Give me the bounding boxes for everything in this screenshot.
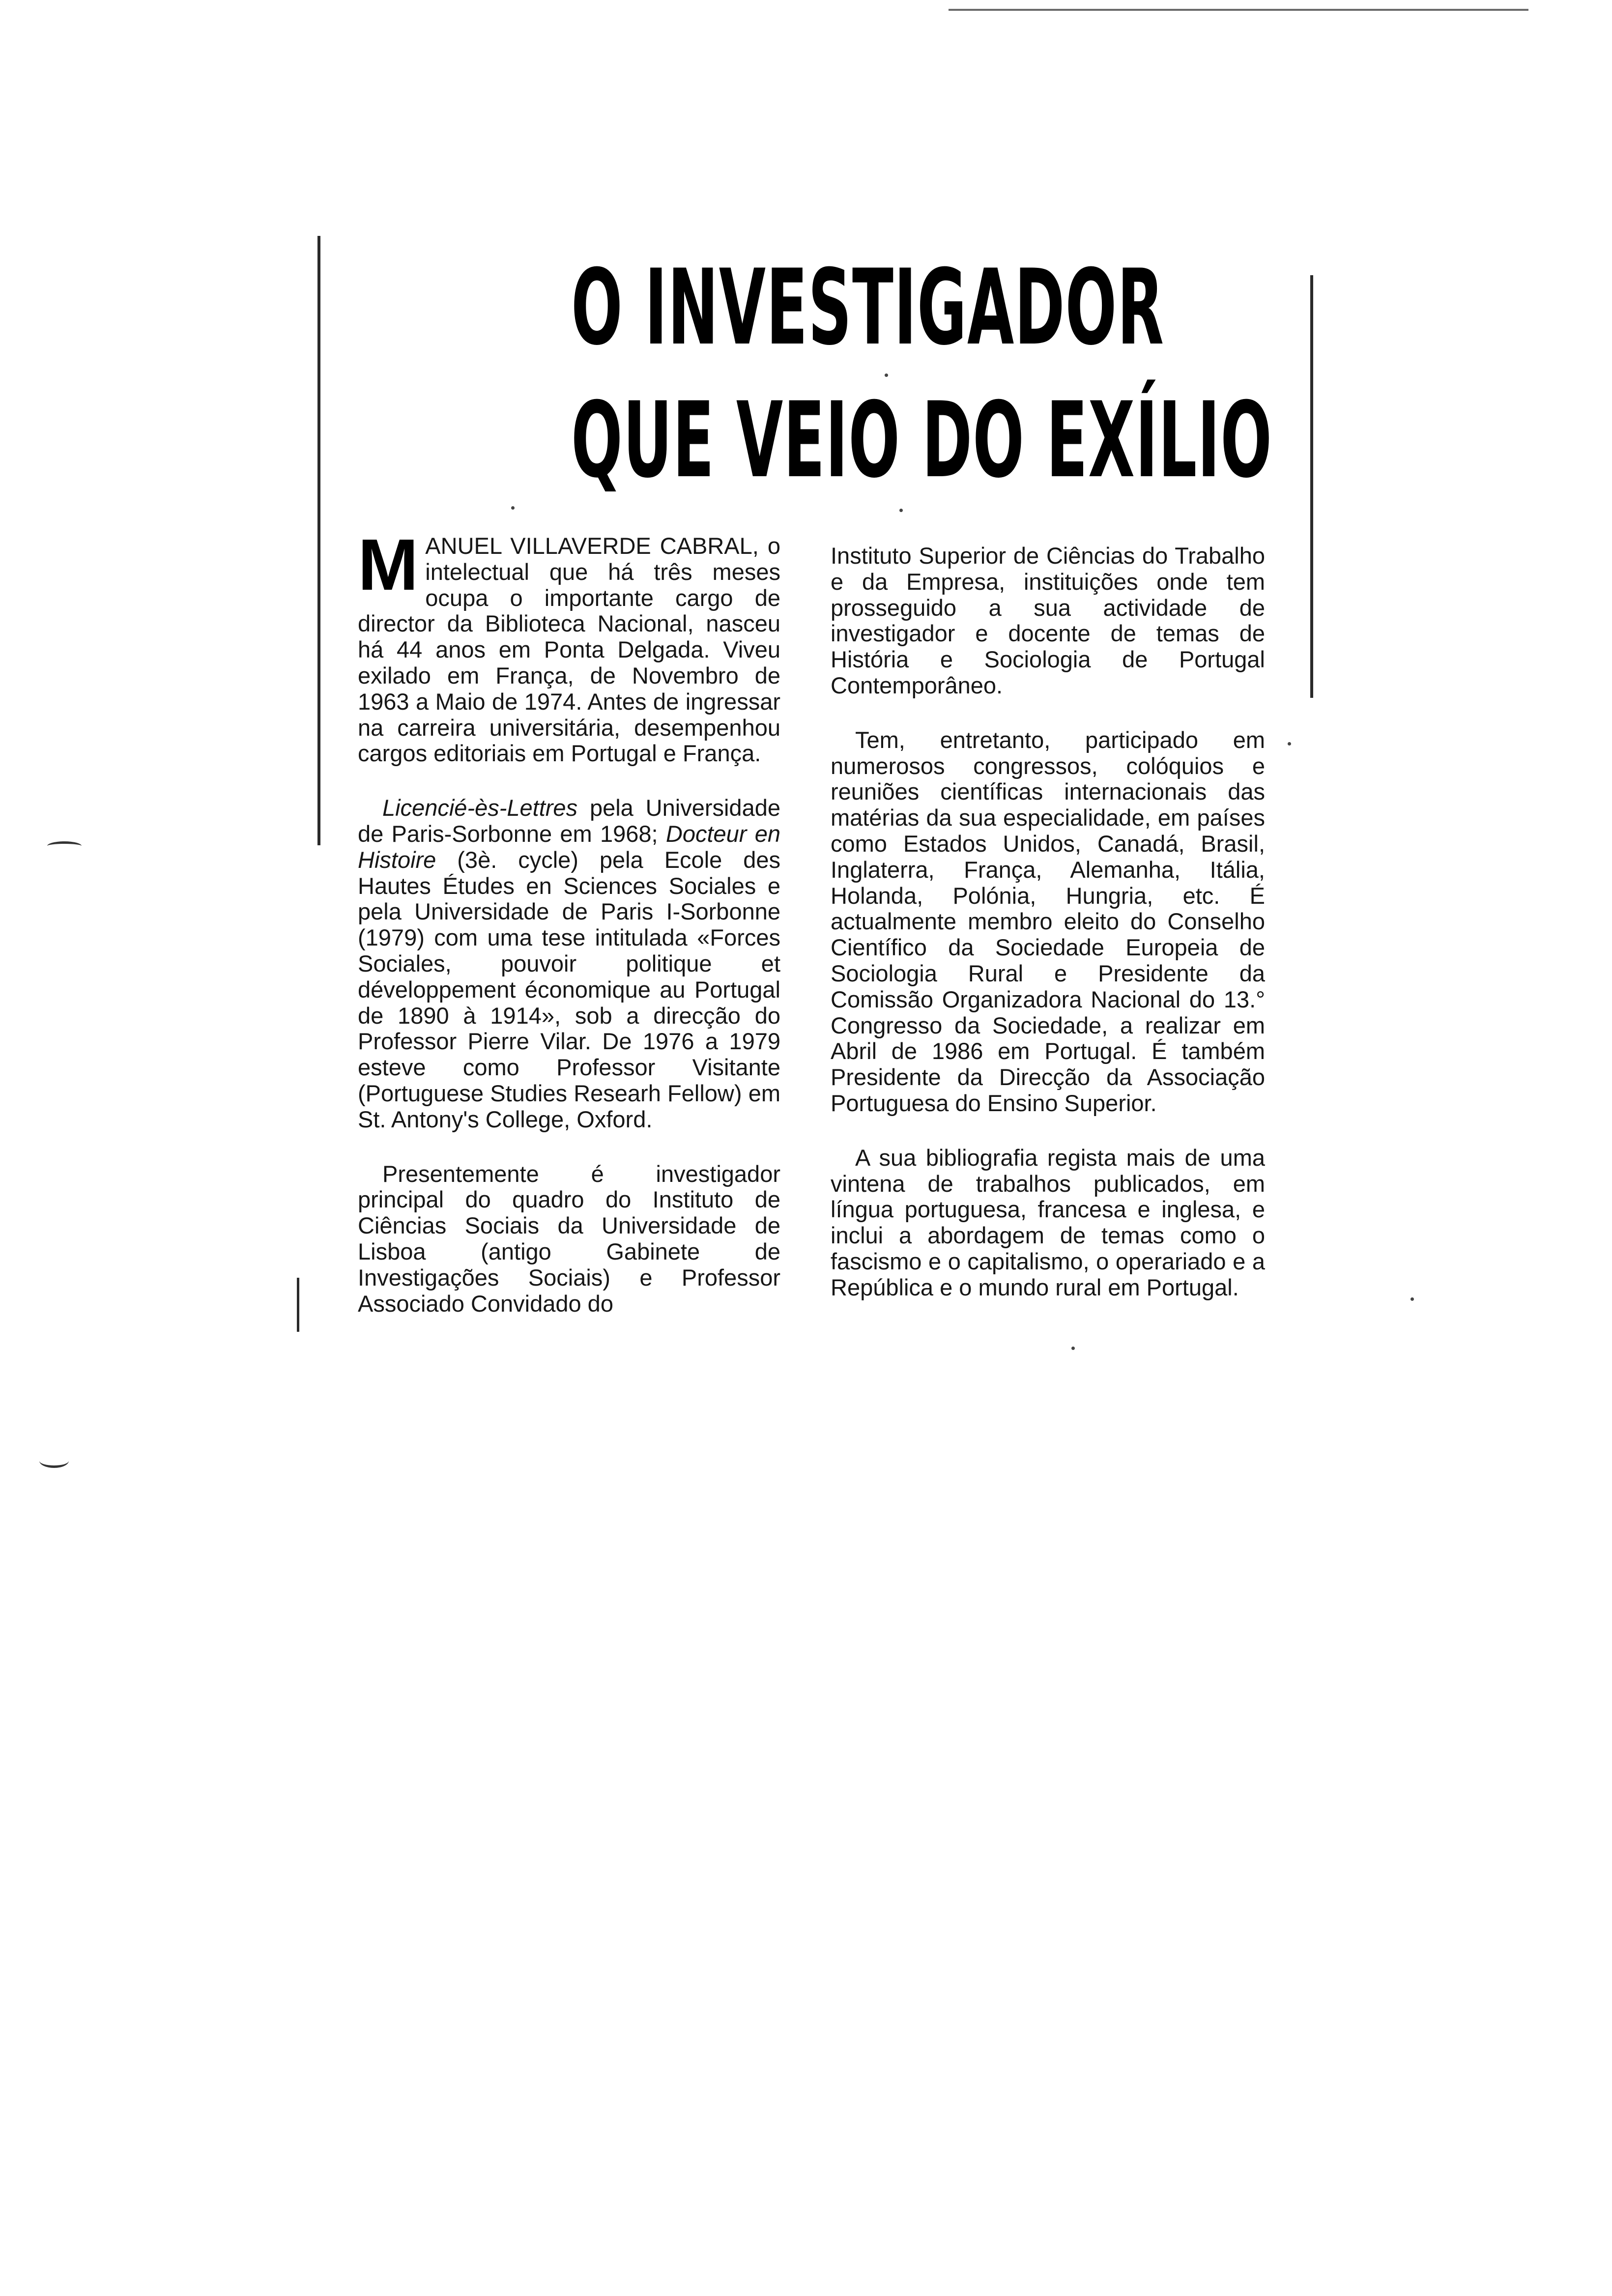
paragraph-intro	[358, 524, 780, 767]
paragraph-congresses: Tem, entretanto, participado em numerosos congressos, colóquios e reuniões científicas internacionais das matérias da sua especialidade, em países como Estados Unidos, Canadá, Brasil, Inglaterra, França, Alemanha, Itália, Holanda, Polónia, Hungria, etc. É actualmente membro eleito do Conselho Científico da Sociedade Europeia de Sociologia Rural e Presidente da Comissão Organizadora Nacional do 13.° Congresso da Sociedade, a realizar em Abril de 1986 em Portugal. É também Presidente da Direcção da Associação Portuguesa do Ensino Superior.	[831, 726, 1265, 1116]
degree-doctorate: Docteur en Histoire	[358, 820, 781, 873]
scan-speck	[899, 509, 903, 512]
scan-top-rule	[949, 9, 1528, 11]
degree-licence: Licencié-ès-Lettres	[382, 795, 578, 821]
scan-speck	[1410, 1297, 1414, 1301]
headline-line-2: QUE VEIO DO EXÍLIO	[571, 379, 1273, 501]
clipping-right-border	[1310, 275, 1313, 698]
scan-speck	[511, 506, 515, 510]
paragraph-intro-text: ANUEL VILLAVERDE CABRAL, o intelectual que há três meses ocupa o importante cargo de director da Biblioteca Nacional, nasceu há 44 anos em Ponta Delgada. Viveu exilado em França, de Novembro de 1963 a Maio de 1974. Antes de ingressar na carreira universitária, desempenhou cargos editoriais em Portugal e França.	[358, 533, 780, 767]
paragraph-education-text-1: pela Universidade de Paris-Sorbonne em 1968;	[358, 795, 780, 847]
scan-margin-mark	[39, 1454, 69, 1468]
article-left-column	[358, 524, 781, 1345]
scan-speck	[1288, 742, 1291, 746]
scan-margin-mark	[47, 841, 82, 851]
paragraph-bibliography: A sua bibliografia regista mais de uma vintena de trabalhos publicados, em língua portuguesa, francesa e inglesa, e inclui a abordagem de temas como o fascismo e o capitalismo, o operariado e a República e o mundo rural em Portugal.	[831, 1144, 1265, 1300]
clipping-left-border	[317, 236, 320, 845]
paragraph-education	[358, 795, 780, 1132]
paragraph-current-post: Presentemente é investigador principal do quadro do Instituto de Ciências Sociais da Universidade de Lisboa (antigo Gabinete de Investigações Sociais) e Professor Associado Convidado do	[358, 1160, 780, 1317]
paragraph-institute: Instituto Superior de Ciências do Trabalho e da Empresa, instituições onde tem prosseguido a sua actividade de investigador e docente de temas de História e Sociologia de Portugal Contemporâneo.	[831, 543, 1265, 698]
scan-speck	[1071, 1347, 1075, 1350]
article-right-column	[831, 543, 1265, 1329]
drop-cap: M	[358, 524, 419, 605]
paragraph-education-text-2: (3è. cycle) pela Ecole des Hautes Études en Sciences Sociales e pela Universidade de Paris I-Sorbonne (1979) com uma tese intitulada «Forces Sociales, pouvoir politique et développement économique au Portugal de 1890 à 1914», sob a direcção do Professor Pierre Vilar. De 1976 a 1979 esteve como Professor Visitante (Portuguese Studies Researh Fellow) em St. Antony's College, Oxford.	[358, 846, 780, 1132]
headline-line-1: O INVESTIGADOR	[571, 247, 1165, 368]
scan-speck	[885, 373, 888, 377]
clipping-left-mark	[297, 1278, 299, 1332]
